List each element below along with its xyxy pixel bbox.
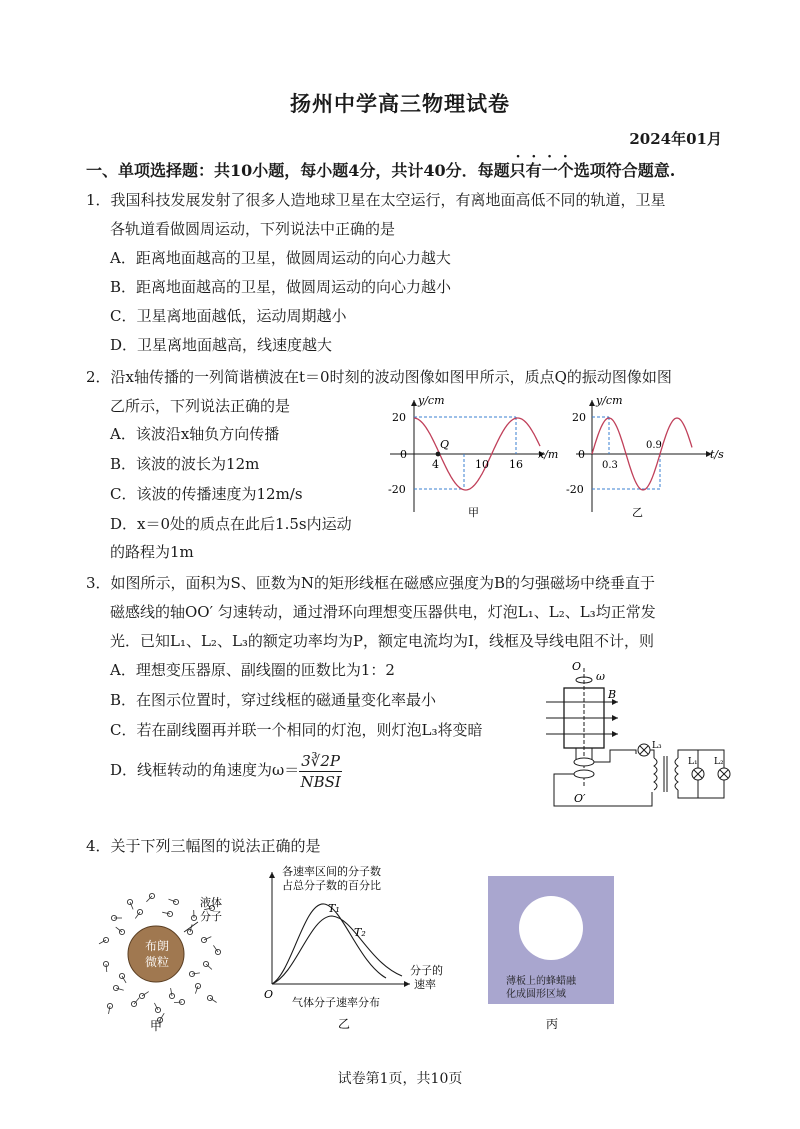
q1-option-c: C．卫星离地面越低，运动周期越小 <box>110 307 347 325</box>
q1-stem-line2: 各轨道看做圆周运动，下列说法中正确的是 <box>110 220 396 238</box>
tick-0-9: 0.9 <box>646 440 662 451</box>
wax-plate-figure <box>488 876 618 1036</box>
q3-stem-line3: 光．已知L₁、L₂、L₃的额定功率均为P，额定电流均为I，线框及导线电阻不计，则 <box>110 632 654 650</box>
tick-4: 4 <box>432 458 439 471</box>
generator-transformer-figure <box>540 658 740 818</box>
y-max-label: 20 <box>392 411 406 424</box>
q3-option-d-prefix: D．线框转动的角速度为ω＝ <box>110 761 300 779</box>
y-label-line2: 占总分子数的百分比 <box>282 879 381 892</box>
q3-stem-line1: 3．如图所示，面积为S、匝数为N的矩形线框在磁感应强度为B的匀强磁场中绕垂直于 <box>86 574 655 592</box>
point-q <box>436 452 441 457</box>
field-label-b: B <box>608 688 617 701</box>
q3-option-c: C．若在副线圈再并联一个相同的灯泡，则灯泡L₃将变暗 <box>110 721 483 739</box>
secondary-coil <box>675 758 678 790</box>
section-heading-part-a: 一、单项选择题：共10小题，每小题4分，共计40分．每题 <box>86 161 510 180</box>
y-label-line1: 各速率区间的分子数 <box>282 865 381 878</box>
particle-label-line2: 微粒 <box>145 955 170 969</box>
omega-label: ω <box>596 670 605 683</box>
distribution-subtitle: 气体分子速率分布 <box>292 996 380 1009</box>
y-min-label: -20 <box>566 483 584 496</box>
lamp-l3-label: L₃ <box>652 741 662 751</box>
origin-label: O <box>264 988 274 1001</box>
q1-option-d: D．卫星离地面越高，线速度越大 <box>110 336 333 354</box>
curve-t2-label: T₂ <box>354 926 366 939</box>
figure-caption-yi: 乙 <box>338 1017 351 1031</box>
q2-stem-line1: 2．沿x轴传播的一列简谐横波在t＝0时刻的波动图像如图甲所示，质点Q的振动图像如图 <box>86 368 672 386</box>
section-heading-emphasis: · · · · 只有一个 <box>510 161 574 180</box>
x-axis-label: x/m <box>538 448 559 461</box>
axis-label-o-prime: O′ <box>574 792 586 805</box>
figure-caption-bing: 丙 <box>546 1017 559 1031</box>
point-q-label: Q <box>440 438 450 451</box>
origin-label: 0 <box>578 448 585 461</box>
q2-option-d-line1: D．x＝0处的质点在此后1.5s内运动 <box>110 515 352 533</box>
q2-option-b: B．该波的波长为12m <box>110 455 260 473</box>
omega-fraction <box>299 751 342 792</box>
figure-caption-yi: 乙 <box>632 506 643 519</box>
y-axis-label: y/cm <box>418 394 445 407</box>
x-label-line1: 分子的 <box>410 964 443 977</box>
wave-graph-jia <box>380 392 570 522</box>
page-footer: 试卷第1页，共10页 <box>337 1071 463 1087</box>
q1-option-a: A．距离地面越高的卫星，做圆周运动的向心力越大 <box>110 249 451 267</box>
tick-10: 10 <box>475 458 489 471</box>
plate-text-line2: 化成圆形区域 <box>506 989 566 1000</box>
omega-denominator: NBSI <box>300 772 341 791</box>
section-heading <box>86 158 675 181</box>
page-title: 扬州中学高三物理试卷 <box>290 91 510 116</box>
q2-option-a: A．该波沿x轴负方向传播 <box>110 425 280 443</box>
q4-stem: 4．关于下列三幅图的说法正确的是 <box>86 837 321 855</box>
plate-text-line1: 薄板上的蜂蜡融 <box>506 976 576 987</box>
y-axis-label: y/cm <box>596 394 623 407</box>
q1-stem-line1: 1．我国科技发展发射了很多人造地球卫星在太空运行，有离地面高低不同的轨道，卫星 <box>86 191 666 209</box>
figure-caption-jia: 甲 <box>150 1019 163 1033</box>
melted-wax-circle <box>519 896 583 960</box>
curve-t2 <box>272 916 402 984</box>
origin-label: 0 <box>400 448 407 461</box>
q3-stem-line2: 磁感线的轴OO′ 匀速转动，通过滑环向理想变压器供电，灯泡L₁、L₂、L₃均正常发 <box>110 603 656 621</box>
q2-option-c: C．该波的传播速度为12m/s <box>110 485 303 503</box>
brownian-particle <box>128 926 184 982</box>
y-max-label: 20 <box>572 411 586 424</box>
liquid-label-line2: 分子 <box>200 910 222 923</box>
primary-coil <box>654 758 657 790</box>
omega-numerator: 3∛2P <box>301 751 341 770</box>
figure-caption-jia: 甲 <box>468 506 479 519</box>
q2-stem-line2: 乙所示，下列说法正确的是 <box>110 397 291 415</box>
brownian-motion-figure <box>100 888 240 1038</box>
section-heading-part-c: 选项符合题意. <box>573 161 676 180</box>
q2-option-d-line2: 的路程为1m <box>110 543 194 561</box>
x-label-line2: 速率 <box>414 978 436 991</box>
particle-label-line1: 布朗 <box>145 939 170 953</box>
q1-option-b: B．距离地面越高的卫星，做圆周运动的向心力越小 <box>110 278 452 296</box>
tick-16: 16 <box>509 458 523 471</box>
q3-option-a: A．理想变压器原、副线圈的匝数比为1：2 <box>110 661 395 679</box>
lamp-l1-label: L₁ <box>688 757 698 767</box>
liquid-label-line1: 液体 <box>200 896 222 909</box>
lamp-l2-label: L₂ <box>714 757 724 767</box>
y-min-label: -20 <box>388 483 406 496</box>
q3-option-b: B．在图示位置时，穿过线框的磁通量变化率最小 <box>110 691 437 709</box>
tick-0-3: 0.3 <box>602 460 618 471</box>
speed-distribution-figure <box>262 862 462 1040</box>
vibration-graph-yi <box>562 392 742 522</box>
q3-option-d <box>110 750 342 792</box>
x-axis-label: t/s <box>710 448 724 461</box>
exam-date: 2024年01月 <box>629 130 722 148</box>
axis-label-o: O <box>572 660 582 673</box>
curve-t1-label: T₁ <box>328 902 340 915</box>
